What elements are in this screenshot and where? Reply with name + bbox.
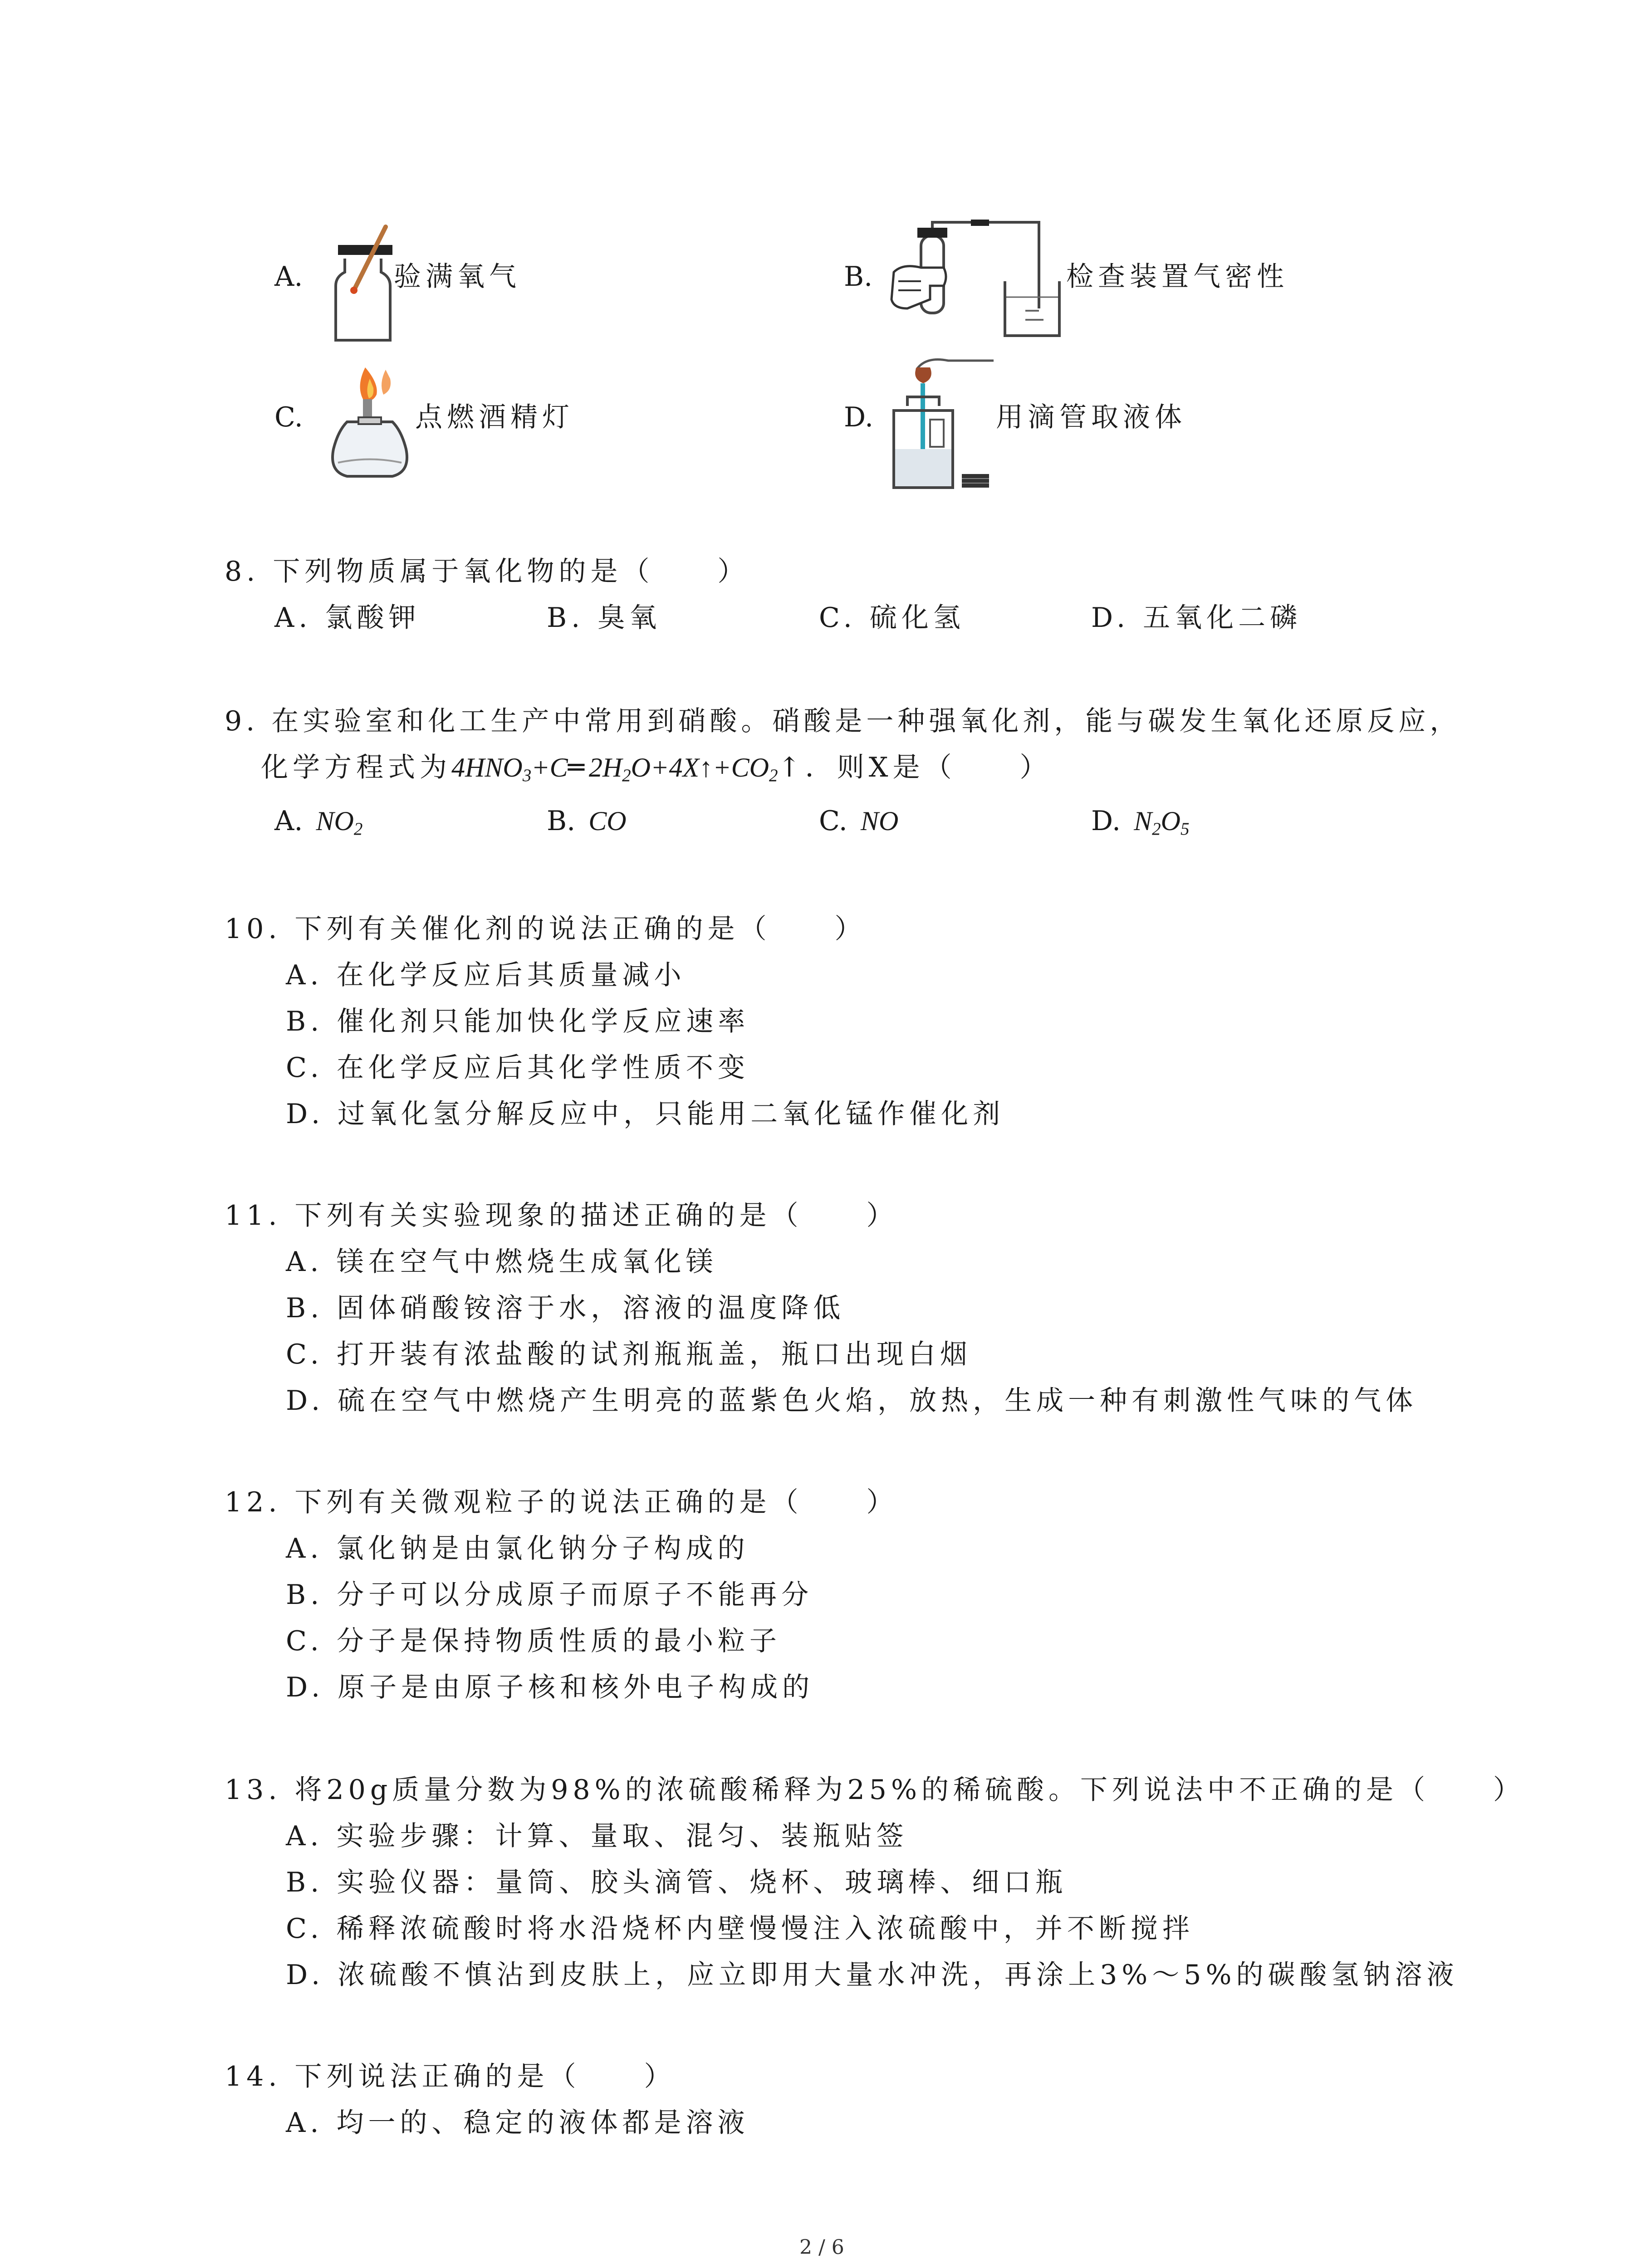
q9-option-b-formula: CO (588, 806, 627, 836)
q11-stem: 11. 下列有关实验现象的描述正确的是（ ） (225, 1200, 898, 1232)
q13-option-c: C. 稀释浓硫酸时将水沿烧杯内壁慢慢注入浓硫酸中，并不断搅拌 (286, 1913, 1194, 1945)
q12-stem: 12. 下列有关微观粒子的说法正确的是（ ） (225, 1486, 898, 1518)
q11-option-a: A. 镁在空气中燃烧生成氧化镁 (286, 1246, 718, 1278)
q9-option-d-formula-o: O (1161, 806, 1181, 836)
q13-stem: 13. 将20g质量分数为98%的浓硫酸稀释为25%的稀硫酸。下列说法中不正确的是（ ） (225, 1774, 1525, 1806)
q9-option-c (819, 803, 898, 839)
q9-option-d-formula-n: N (1134, 806, 1152, 836)
alcohol-lamp-figure (320, 358, 420, 485)
q9-option-d-sub-5: 5 (1181, 819, 1190, 839)
q9-equation-o: O+4X↑+CO (631, 753, 769, 782)
q9-option-d (1091, 803, 1190, 839)
q9-option-a-sub: 2 (353, 819, 363, 839)
page-number: 2 / 6 (799, 2236, 844, 2259)
q10-option-c: C. 在化学反应后其化学性质不变 (286, 1052, 749, 1084)
q8-option-c: C. 硫化氢 (819, 602, 965, 634)
q7-option-d-text: 用滴管取液体 (996, 401, 1186, 433)
q10-stem: 10. 下列有关催化剂的说法正确的是（ ） (225, 913, 867, 945)
oxygen-test-bottle-figure (318, 218, 399, 345)
q8-option-b: B. 臭氧 (547, 602, 661, 634)
q10-option-d: D. 过氧化氢分解反应中，只能用二氧化锰作催化剂 (286, 1098, 1005, 1130)
q12-option-a: A. 氯化钠是由氯化钠分子构成的 (286, 1533, 749, 1564)
q9-option-a-letter: A. (274, 805, 303, 837)
q9-option-c-letter: C. (819, 805, 847, 837)
q7-option-c-letter: C. (274, 401, 303, 433)
q9-equation-sub-2a: 2 (622, 765, 631, 785)
q13-option-b: B. 实验仪器：量筒、胶头滴管、烧杯、玻璃棒、细口瓶 (286, 1867, 1068, 1898)
q10-option-b: B. 催化剂只能加快化学反应速率 (286, 1006, 750, 1037)
q12-option-b: B. 分子可以分成原子而原子不能再分 (286, 1579, 813, 1611)
q9-line-2 (261, 749, 1051, 786)
q9-line-2-prefix: 化学方程式为 (261, 752, 451, 783)
q7-option-d-letter: D. (844, 401, 874, 433)
q7-option-b-text: 检查装置气密性 (1066, 261, 1288, 293)
q13-option-d: D. 浓硫酸不慎沾到皮肤上，应立即用大量水冲洗，再涂上3%～5%的碳酸氢钠溶液 (286, 1959, 1459, 1991)
q14-stem: 14. 下列说法正确的是（ ） (225, 2061, 676, 2092)
dropper-liquid-figure (885, 352, 998, 497)
q9-option-a (274, 803, 362, 839)
q13-option-a: A. 实验步骤：计算、量取、混匀、装瓶贴签 (286, 1820, 908, 1852)
q7-option-a-letter: A. (274, 261, 303, 293)
q9-option-b (547, 803, 627, 839)
q9-option-a-formula: NO (316, 806, 354, 836)
q9-option-b-letter: B. (547, 805, 576, 837)
q8-option-d: D. 五氧化二磷 (1091, 602, 1302, 634)
q11-option-b: B. 固体硝酸铵溶于水，溶液的温度降低 (286, 1292, 845, 1324)
q7-option-a-text: 验满氧气 (394, 261, 521, 293)
q11-option-c: C. 打开装有浓盐酸的试剂瓶瓶盖，瓶口出现白烟 (286, 1339, 972, 1370)
q9-equation-equals: ═ (568, 752, 589, 783)
q10-option-a: A. 在化学反应后其质量减小 (286, 959, 686, 991)
q9-equation-tail: ↑．则X是（ ） (778, 752, 1052, 783)
q9-option-d-letter: D. (1091, 805, 1121, 837)
airtightness-check-figure (889, 218, 1062, 345)
q9-equation-hno3: 4HNO (451, 753, 523, 782)
q9-equation-sub-2b: 2 (769, 765, 778, 785)
q9-option-d-sub-2: 2 (1152, 819, 1161, 839)
q12-option-d: D. 原子是由原子核和核外电子构成的 (286, 1672, 814, 1703)
q7-option-c-text: 点燃酒精灯 (415, 401, 574, 433)
q11-option-d: D. 硫在空气中燃烧产生明亮的蓝紫色火焰，放热，生成一种有刺激性气味的气体 (286, 1385, 1418, 1417)
q8-option-a: A. 氯酸钾 (274, 602, 421, 634)
q9-equation-sub-3: 3 (522, 765, 532, 785)
q9-equation-c: +C (531, 753, 568, 782)
q9-equation-h2o: 2H (588, 753, 622, 782)
q7-option-b-letter: B. (844, 261, 873, 293)
q12-option-c: C. 分子是保持物质性质的最小粒子 (286, 1625, 781, 1657)
q8-stem: 8. 下列物质属于氧化物的是（ ） (225, 556, 749, 587)
q14-option-a: A. 均一的、稳定的液体都是溶液 (286, 2107, 749, 2139)
q9-option-c-formula: NO (860, 806, 899, 836)
q9-line-1: 9. 在实验室和化工生产中常用到硝酸。硝酸是一种强氧化剂，能与碳发生氧化还原反应， (225, 705, 1461, 737)
